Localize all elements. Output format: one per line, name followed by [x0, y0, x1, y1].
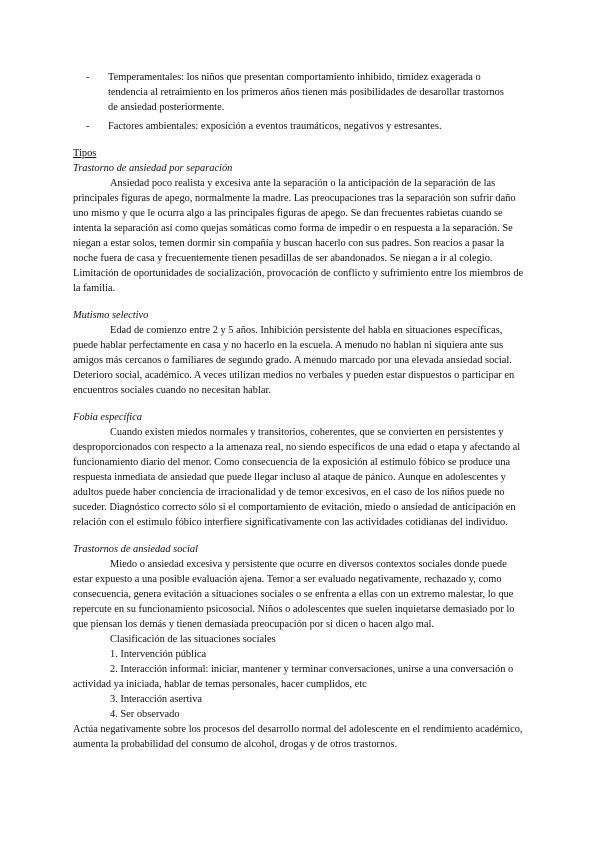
classification-title: Clasificación de las situaciones sociales [110, 634, 276, 645]
bullet-dash: - [86, 121, 90, 132]
spacer [73, 530, 526, 542]
section-body-separacion: Ansiedad poco realista y excesiva ante la separación o la anticipación de la separación de las principales figuras de apego, normalmente la madre. Las preocupaciones tras la separación son sufrir daño uno mismo y que le ocurra algo a las principales figuras de apego. Se dan frecuentes rabietas cuando se intenta la separación así como quejas somáticas como forma de impedir o en respuesta a la separación. Se niegan a estar solos, temen dormir sin compañía y buscan hacerlo con sus padres. Son reacios a pasar la noche fuera de casa y frecuentemente tienen pesadillas de ser abandonados. Se niegan a ir al colegio. Limitación de oportunidades de socialización, provocación de conflicto y sufrimiento entre los miembros de la familia. [73, 178, 524, 294]
spacer [73, 398, 526, 410]
section-title-fobia: Fobia específica [73, 412, 142, 423]
tipos-heading: Tipos [73, 148, 97, 159]
bullet-dash: - [86, 72, 90, 83]
factors-list [86, 70, 516, 138]
section-body-ansiedad-social: Miedo o ansiedad excesiva y persistente que ocurre en diversos contextos sociales donde puede estar expuesto a una posible evaluación ajena. Temor a ser evaluado negativamente, rechazado y, como consecuencia, genera evitación a situaciones sociales o se enfrenta a ellas con un extremo malestar, lo que repercute en su funcionamiento psicosocial. Niños o adolescentes que suelen inquietarse demasiado por lo que piensan los demás y tienen demasiada preocupación por si dicen o hacen algo mal. [73, 559, 515, 630]
section-title-mutismo: Mutismo selectivo [73, 310, 149, 321]
bullet-text: Factores ambientales: exposición a eventos traumáticos, negativos y estresantes. [108, 121, 442, 132]
list-item [86, 119, 516, 134]
spacer [73, 296, 526, 308]
classification-item: 3. Interacción asertiva [110, 694, 203, 705]
section-title-ansiedad-social: Trastornos de ansiedad social [73, 544, 198, 555]
bullet-text: Temperamentales: los niños que presentan comportamiento inhibido, timidez exagerada o tendencia al retraimiento en los primeros años tienen más posibilidades de desarollar trastornos de ansiedad posteriormente. [108, 72, 504, 113]
section-body-mutismo: Edad de comienzo entre 2 y 5 años. Inhibición persistente del habla en situaciones específicas, puede hablar perfectamente en casa y no hacerlo en la escuela. A menudo no hablan ni siquiera ante sus amigos más cercanos o familiares de segundo grado. A menudo marcado por una elevada ansiedad social. Deterioro social, académico. A veces utilizan medios no verbales y pueden estar dispuestos o participar en encuentros sociales cuando no necesitan hablar. [73, 325, 515, 396]
closing-paragraph: Actúa negativamente sobre los procesos del desarrollo normal del adolescente en el rendimiento académico, aumenta la probabilidad del consumo de alcohol, drogas y de otros trastornos. [73, 724, 523, 750]
classification-item: 4. Ser observado [110, 709, 180, 720]
classification-item: 1. Intervención pública [110, 649, 207, 660]
section-title-separacion: Trastorno de ansiedad por separación [73, 163, 233, 174]
section-body-fobia: Cuando existen miedos normales y transitorios, coherentes, que se convierten en persistentes y desproporcionados con respecto a la amenaza real, no siendo específicos de una edad o etapa y afectando al funcionamiento diario del menor. Como consecuencia de la exposición al estímulo fóbico se produce una respuesta inmediata de ansiedad que puede llegar incluso al ataque de pánico. Aunque en adolescentes y adultos puede haber conciencia de irracionalidad y de temor excesivos, en el caso de los niños puede no suceder. Diagnóstico correcto sólo si el comportamiento de evitación, miedo o ansiedad de anticipación en relación con el estímulo fóbico interfiere significativamente con las actividades cotidianas del individuo. [73, 427, 521, 528]
main-content [73, 146, 526, 752]
list-item [86, 70, 516, 115]
classification-item: 2. Interacción informal: iniciar, mantener y terminar conversaciones, unirse a una conversación o actividad ya iniciada, hablar de temas personales, hacer cumplidos, etc [73, 664, 514, 690]
